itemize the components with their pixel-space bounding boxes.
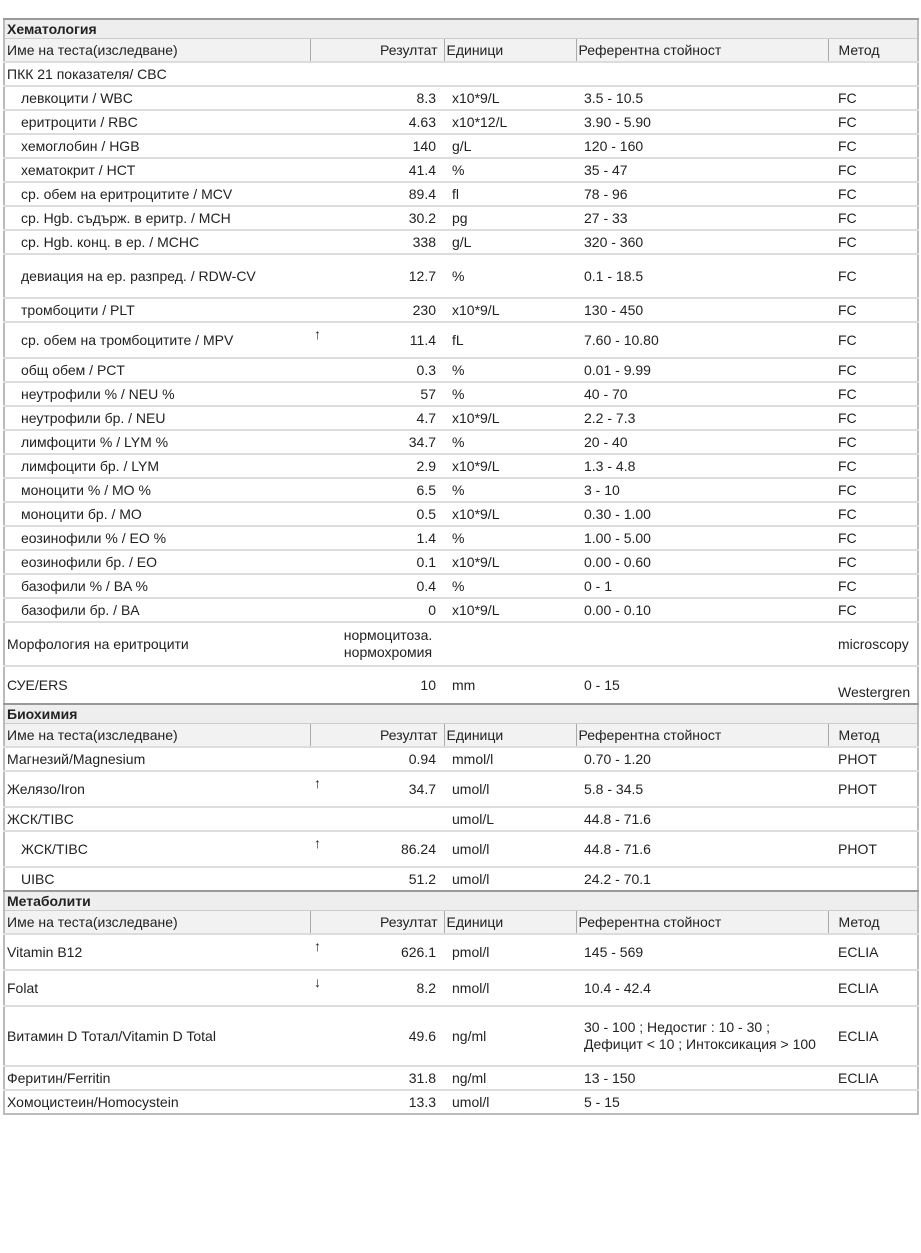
reference-range: 0.00 - 0.10 — [576, 598, 828, 622]
test-name: хематокрит / HCT — [4, 158, 310, 182]
flag-cell — [310, 406, 332, 430]
units: umol/L — [444, 807, 576, 831]
units: % — [444, 574, 576, 598]
flag-cell — [310, 934, 332, 970]
method — [828, 807, 918, 831]
table-row — [4, 550, 918, 574]
header-result: Резултат — [310, 39, 444, 63]
test-name: еозинофили % / EO % — [4, 526, 310, 550]
units: umol/l — [444, 867, 576, 891]
result-value: 13.3 — [332, 1090, 444, 1114]
result-value: 10 — [332, 666, 444, 704]
units: % — [444, 526, 576, 550]
reference-range: 44.8 - 71.6 — [576, 807, 828, 831]
units: umol/l — [444, 831, 576, 867]
reference-range — [576, 622, 828, 666]
test-name: Folat — [4, 970, 310, 1006]
result-value: 8.2 — [332, 970, 444, 1006]
units: x10*9/L — [444, 86, 576, 110]
lab-results — [3, 18, 917, 1115]
method: FC — [828, 86, 918, 110]
group-name: ПКК 21 показателя/ CBC — [4, 62, 918, 86]
units: % — [444, 382, 576, 406]
flag-cell — [310, 666, 332, 704]
flag-cell — [310, 382, 332, 406]
reference-range: 0.70 - 1.20 — [576, 747, 828, 771]
method: FC — [828, 550, 918, 574]
table-row — [4, 970, 918, 1006]
result-value: 51.2 — [332, 867, 444, 891]
test-name: тромбоцити / PLT — [4, 298, 310, 322]
test-name: Феритин/Ferritin — [4, 1066, 310, 1090]
flag-cell — [310, 622, 332, 666]
flag-cell — [310, 358, 332, 382]
header-ref: Референтна стойност — [576, 724, 828, 748]
result-value — [332, 807, 444, 831]
test-name: моноцити % / MO % — [4, 478, 310, 502]
table-row — [4, 62, 918, 86]
header-units: Единици — [444, 911, 576, 935]
method: microscopy — [828, 622, 918, 666]
table-row — [4, 110, 918, 134]
units: x10*9/L — [444, 406, 576, 430]
table-row — [4, 807, 918, 831]
units: mmol/l — [444, 747, 576, 771]
method — [828, 1090, 918, 1114]
reference-range: 130 - 450 — [576, 298, 828, 322]
test-name: ср. Hgb. конц. в ер. / MCHC — [4, 230, 310, 254]
test-name: Витамин D Тотал/Vitamin D Total — [4, 1006, 310, 1066]
header-method: Метод — [828, 39, 918, 63]
method: PHOT — [828, 747, 918, 771]
table-row — [4, 134, 918, 158]
result-value: 8.3 — [332, 86, 444, 110]
reference-range: 24.2 - 70.1 — [576, 867, 828, 891]
result-value: 34.7 — [332, 430, 444, 454]
reference-range: 13 - 150 — [576, 1066, 828, 1090]
section-title: Биохимия — [4, 704, 918, 724]
method: Westergren — [828, 666, 918, 704]
table-row — [4, 454, 918, 478]
method: FC — [828, 358, 918, 382]
flag-cell — [310, 230, 332, 254]
section-title-row — [4, 891, 918, 911]
table-row — [4, 182, 918, 206]
table-row — [4, 298, 918, 322]
method: FC — [828, 382, 918, 406]
header-ref: Референтна стойност — [576, 39, 828, 63]
header-name: Име на теста(изследване) — [4, 911, 310, 935]
units: fl — [444, 182, 576, 206]
flag-cell — [310, 134, 332, 158]
reference-range: 7.60 - 10.80 — [576, 322, 828, 358]
test-name: левкоцити / WBC — [4, 86, 310, 110]
reference-range: 3 - 10 — [576, 478, 828, 502]
reference-range: 120 - 160 — [576, 134, 828, 158]
section-title-row — [4, 704, 918, 724]
flag-cell — [310, 831, 332, 867]
table-row — [4, 867, 918, 891]
test-name: еозинофили бр. / EO — [4, 550, 310, 574]
reference-range: 2.2 - 7.3 — [576, 406, 828, 430]
units: % — [444, 478, 576, 502]
units: nmol/l — [444, 970, 576, 1006]
method: FC — [828, 526, 918, 550]
reference-range: 10.4 - 42.4 — [576, 970, 828, 1006]
method: FC — [828, 206, 918, 230]
method: FC — [828, 454, 918, 478]
test-name: хемоглобин / HGB — [4, 134, 310, 158]
test-name: ЖСК/TIBC — [4, 831, 310, 867]
header-method: Метод — [828, 724, 918, 748]
table-row — [4, 502, 918, 526]
section-title-row — [4, 19, 918, 39]
table-row — [4, 254, 918, 298]
reference-range: 30 - 100 ; Недостиг : 10 - 30 ; Дефицит < 10 ; Интоксикация > 100 — [576, 1006, 828, 1066]
units — [444, 622, 576, 666]
arrow-up-icon: ↑ — [314, 775, 321, 791]
header-row — [4, 911, 918, 935]
table-row — [4, 934, 918, 970]
reference-range: 5 - 15 — [576, 1090, 828, 1114]
reference-range: 3.90 - 5.90 — [576, 110, 828, 134]
units: x10*9/L — [444, 598, 576, 622]
flag-cell — [310, 574, 332, 598]
reference-range: 320 - 360 — [576, 230, 828, 254]
flag-cell — [310, 158, 332, 182]
header-name: Име на теста(изследване) — [4, 724, 310, 748]
result-value: 0.1 — [332, 550, 444, 574]
method: FC — [828, 134, 918, 158]
table-row — [4, 430, 918, 454]
table-row — [4, 382, 918, 406]
header-result: Резултат — [310, 911, 444, 935]
reference-range: 145 - 569 — [576, 934, 828, 970]
header-units: Единици — [444, 39, 576, 63]
result-value: 4.7 — [332, 406, 444, 430]
method: FC — [828, 158, 918, 182]
flag-cell — [310, 526, 332, 550]
method — [828, 867, 918, 891]
units: g/L — [444, 134, 576, 158]
method: ECLIA — [828, 934, 918, 970]
header-name: Име на теста(изследване) — [4, 39, 310, 63]
method: FC — [828, 502, 918, 526]
method: ECLIA — [828, 970, 918, 1006]
result-value: 6.5 — [332, 478, 444, 502]
test-name: ср. обем на еритроцитите / MCV — [4, 182, 310, 206]
result-value: 0 — [332, 598, 444, 622]
result-value: 34.7 — [332, 771, 444, 807]
units: % — [444, 358, 576, 382]
test-name: моноцити бр. / MO — [4, 502, 310, 526]
units: x10*9/L — [444, 454, 576, 478]
flag-cell — [310, 206, 332, 230]
result-value: 4.63 — [332, 110, 444, 134]
table-row — [4, 1090, 918, 1114]
flag-cell — [310, 970, 332, 1006]
method: FC — [828, 230, 918, 254]
reference-range: 0.30 - 1.00 — [576, 502, 828, 526]
flag-cell — [310, 598, 332, 622]
header-ref: Референтна стойност — [576, 911, 828, 935]
test-name: ср. обем на тромбоцитите / MPV — [4, 322, 310, 358]
table-row — [4, 158, 918, 182]
test-name: неутрофили % / NEU % — [4, 382, 310, 406]
units: g/L — [444, 230, 576, 254]
flag-cell — [310, 86, 332, 110]
result-value: 86.24 — [332, 831, 444, 867]
units: x10*9/L — [444, 298, 576, 322]
method: FC — [828, 574, 918, 598]
table-row — [4, 574, 918, 598]
units: ng/ml — [444, 1066, 576, 1090]
units: ng/ml — [444, 1006, 576, 1066]
method: FC — [828, 406, 918, 430]
table-row — [4, 406, 918, 430]
table-row — [4, 322, 918, 358]
test-name: еритроцити / RBC — [4, 110, 310, 134]
table-row — [4, 747, 918, 771]
table-row — [4, 598, 918, 622]
test-name: ср. Hgb. съдърж. в еритр. / MCH — [4, 206, 310, 230]
result-value: 1.4 — [332, 526, 444, 550]
units: fL — [444, 322, 576, 358]
table-row — [4, 666, 918, 704]
flag-cell — [310, 747, 332, 771]
result-value: 11.4 — [332, 322, 444, 358]
method: FC — [828, 182, 918, 206]
table-row — [4, 86, 918, 110]
reference-range: 0 - 15 — [576, 666, 828, 704]
units: pmol/l — [444, 934, 576, 970]
flag-cell — [310, 771, 332, 807]
result-value: 31.8 — [332, 1066, 444, 1090]
result-value: 57 — [332, 382, 444, 406]
flag-cell — [310, 502, 332, 526]
result-value: 2.9 — [332, 454, 444, 478]
flag-cell — [310, 298, 332, 322]
table-row — [4, 206, 918, 230]
units: % — [444, 158, 576, 182]
arrow-up-icon: ↑ — [314, 835, 321, 851]
reference-range: 44.8 - 71.6 — [576, 831, 828, 867]
test-name: лимфоцити % / LYM % — [4, 430, 310, 454]
reference-range: 20 - 40 — [576, 430, 828, 454]
result-value: 30.2 — [332, 206, 444, 230]
flag-cell — [310, 478, 332, 502]
method: FC — [828, 110, 918, 134]
test-name: неутрофили бр. / NEU — [4, 406, 310, 430]
result-value: 12.7 — [332, 254, 444, 298]
method: PHOT — [828, 831, 918, 867]
arrow-up-icon: ↑ — [314, 326, 321, 342]
reference-range: 0.1 - 18.5 — [576, 254, 828, 298]
flag-cell — [310, 807, 332, 831]
reference-range: 78 - 96 — [576, 182, 828, 206]
test-name: Желязо/Iron — [4, 771, 310, 807]
test-name: общ обем / PCT — [4, 358, 310, 382]
result-value: 0.5 — [332, 502, 444, 526]
flag-cell — [310, 550, 332, 574]
units: x10*9/L — [444, 550, 576, 574]
arrow-up-icon: ↑ — [314, 938, 321, 954]
flag-cell — [310, 454, 332, 478]
section-title: Метаболити — [4, 891, 918, 911]
method: PHOT — [828, 771, 918, 807]
result-value: 338 — [332, 230, 444, 254]
units: % — [444, 254, 576, 298]
method: ECLIA — [828, 1006, 918, 1066]
units: x10*9/L — [444, 502, 576, 526]
method: FC — [828, 478, 918, 502]
flag-cell — [310, 430, 332, 454]
units: x10*12/L — [444, 110, 576, 134]
result-value: 89.4 — [332, 182, 444, 206]
method: FC — [828, 298, 918, 322]
result-value: 230 — [332, 298, 444, 322]
flag-cell — [310, 1006, 332, 1066]
method: ECLIA — [828, 1066, 918, 1090]
reference-range: 40 - 70 — [576, 382, 828, 406]
result-value: 626.1 — [332, 934, 444, 970]
result-value: нормоцитоза. нормохромия — [332, 622, 444, 666]
table-row — [4, 230, 918, 254]
header-method: Метод — [828, 911, 918, 935]
test-name: девиация на ер. разпред. / RDW-CV — [4, 254, 310, 298]
flag-cell — [310, 110, 332, 134]
result-value: 0.4 — [332, 574, 444, 598]
result-value: 41.4 — [332, 158, 444, 182]
reference-range: 5.8 - 34.5 — [576, 771, 828, 807]
result-value: 49.6 — [332, 1006, 444, 1066]
test-name: Vitamin B12 — [4, 934, 310, 970]
test-name: Хомоцистеин/Homocystein — [4, 1090, 310, 1114]
units: % — [444, 430, 576, 454]
flag-cell — [310, 322, 332, 358]
table-row — [4, 831, 918, 867]
test-name: ЖСК/TIBC — [4, 807, 310, 831]
test-name: базофили % / BA % — [4, 574, 310, 598]
header-row — [4, 724, 918, 748]
flag-cell — [310, 254, 332, 298]
table-row — [4, 358, 918, 382]
reference-range: 1.00 - 5.00 — [576, 526, 828, 550]
section-title: Хематология — [4, 19, 918, 39]
table-row — [4, 1006, 918, 1066]
test-name: базофили бр. / BA — [4, 598, 310, 622]
method: FC — [828, 322, 918, 358]
reference-range: 0.01 - 9.99 — [576, 358, 828, 382]
table-row — [4, 478, 918, 502]
result-value: 140 — [332, 134, 444, 158]
test-name: UIBC — [4, 867, 310, 891]
method: FC — [828, 254, 918, 298]
table-row — [4, 526, 918, 550]
reference-range: 35 - 47 — [576, 158, 828, 182]
units: umol/l — [444, 1090, 576, 1114]
flag-cell — [310, 1066, 332, 1090]
reference-range: 1.3 - 4.8 — [576, 454, 828, 478]
flag-cell — [310, 867, 332, 891]
test-name: Магнезий/Magnesium — [4, 747, 310, 771]
reference-range: 27 - 33 — [576, 206, 828, 230]
reference-range: 3.5 - 10.5 — [576, 86, 828, 110]
header-units: Единици — [444, 724, 576, 748]
arrow-down-icon: ↓ — [314, 974, 321, 990]
results-table — [3, 18, 919, 1115]
reference-range: 0 - 1 — [576, 574, 828, 598]
table-row — [4, 1066, 918, 1090]
reference-range: 0.00 - 0.60 — [576, 550, 828, 574]
result-value: 0.94 — [332, 747, 444, 771]
header-row — [4, 39, 918, 63]
table-row — [4, 622, 918, 666]
units: umol/l — [444, 771, 576, 807]
result-value: 0.3 — [332, 358, 444, 382]
flag-cell — [310, 1090, 332, 1114]
units: mm — [444, 666, 576, 704]
test-name: СУЕ/ERS — [4, 666, 310, 704]
table-row — [4, 771, 918, 807]
method: FC — [828, 598, 918, 622]
test-name: Морфология на еритроцити — [4, 622, 310, 666]
header-result: Резултат — [310, 724, 444, 748]
units: pg — [444, 206, 576, 230]
method: FC — [828, 430, 918, 454]
flag-cell — [310, 182, 332, 206]
test-name: лимфоцити бр. / LYM — [4, 454, 310, 478]
